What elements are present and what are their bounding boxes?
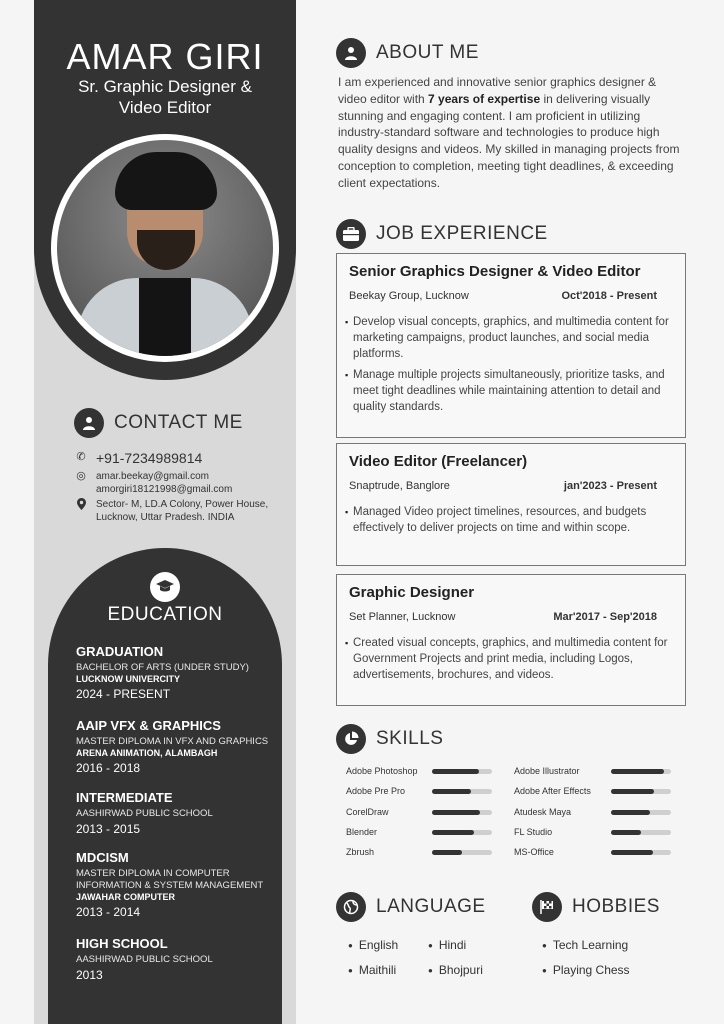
email-icon: ◎ <box>76 470 86 482</box>
edu-degree: GRADUATION <box>76 644 164 659</box>
graduation-cap-icon <box>150 572 180 602</box>
skills-heading <box>336 724 443 754</box>
edu-school: JAWAHAR COMPUTER <box>76 892 176 902</box>
education-entry <box>76 850 286 919</box>
hobbies-title: HOBBIES <box>572 896 660 917</box>
skill-name: Adobe After Effects <box>514 786 591 796</box>
skill-name: Adobe Illustrator <box>514 766 580 776</box>
skill-name: MS-Office <box>514 847 554 857</box>
photo-beard <box>137 230 195 270</box>
about-text-part: I am experienced and innovative senior graphics designer & video editor with <box>338 75 657 106</box>
language-title: LANGUAGE <box>376 896 486 917</box>
skill-bar <box>611 810 671 815</box>
edu-years: 2016 - 2018 <box>76 761 141 775</box>
contact-title: CONTACT ME <box>114 412 243 433</box>
job-dates: jan'2023 - Present <box>563 480 657 492</box>
skill-item <box>346 786 492 796</box>
skill-bar-fill <box>432 769 479 774</box>
skill-item <box>514 847 671 857</box>
edu-degree: AAIP VFX & GRAPHICS <box>76 718 221 733</box>
edu-years: 2013 - 2015 <box>76 822 141 836</box>
job-title: Graphic Designer <box>349 584 475 601</box>
job-dates: Mar'2017 - Sep'2018 <box>553 611 657 623</box>
hobby-item: ● Playing Chess <box>542 963 630 977</box>
location-pin-icon <box>74 498 88 524</box>
job-entry <box>336 443 686 566</box>
email-value-1: amar.beekay@gmail.com <box>96 471 209 482</box>
job-bullets <box>349 314 673 415</box>
skill-item <box>514 766 671 776</box>
skill-item <box>346 766 492 776</box>
skill-name: Adobe Pre Pro <box>346 786 406 796</box>
edu-desc: AASHIRWAD PUBLIC SCHOOL <box>76 808 213 819</box>
skill-item <box>514 807 671 817</box>
language-item: ● Hindi <box>428 938 466 952</box>
skill-bar-fill <box>432 789 471 794</box>
person-icon <box>336 38 366 68</box>
edu-desc: MASTER DIPLOMA IN VFX AND GRAPHICS <box>76 736 269 747</box>
contact-heading <box>74 408 243 438</box>
profile-photo <box>51 134 279 362</box>
skill-name: Atudesk Maya <box>514 807 572 817</box>
about-highlight: 7 years of expertise <box>428 91 541 106</box>
skill-name: CorelDraw <box>346 807 389 817</box>
education-entry <box>76 644 286 701</box>
job-company: Beekay Group, Lucknow <box>349 290 469 302</box>
edu-years: 2013 - 2014 <box>76 905 141 919</box>
edu-desc: MASTER DIPLOMA IN COMPUTER <box>76 868 230 879</box>
skill-bar <box>432 769 492 774</box>
contact-email[interactable] <box>74 470 232 496</box>
photo-shirt <box>139 278 191 356</box>
job-bullet: ▪ Managed Video project timelines, resources, and budgets effectively to deliver projects on time and within scope. <box>349 504 673 536</box>
hobbies-heading <box>532 892 660 922</box>
edu-years: 2013 <box>76 968 103 982</box>
job-bullets <box>349 635 673 683</box>
hobby-item: ● Tech Learning <box>542 938 628 952</box>
person-icon <box>74 408 104 438</box>
globe-icon <box>336 892 366 922</box>
skill-item <box>514 827 671 837</box>
job-bullet: ▪ Develop visual concepts, graphics, and multimedia content for marketing campaigns, product launches, and social media platforms. <box>349 314 673 362</box>
skill-bar <box>611 789 671 794</box>
about-title: ABOUT ME <box>376 42 479 63</box>
edu-desc-2: INFORMATION & SYSTEM MANAGEMENT <box>76 880 264 891</box>
skill-bar <box>432 810 492 815</box>
skill-name: FL Studio <box>514 827 553 837</box>
job-title: Senior Graphics Designer & Video Editor <box>349 263 641 280</box>
address-line-2: Lucknow, Uttar Pradesh. INDIA <box>96 512 235 523</box>
skill-bar-fill <box>611 810 650 815</box>
pie-chart-icon <box>336 724 366 754</box>
edu-school: LUCKNOW UNIVERCITY <box>76 674 180 684</box>
job-bullet: ▪ Manage multiple projects simultaneously, prioritize tasks, and meet tight deadlines while maintaining attention to detail and quality standards. <box>349 367 673 415</box>
skill-bar <box>611 850 671 855</box>
job-title: Video Editor (Freelancer) <box>349 453 528 470</box>
about-text <box>338 74 688 192</box>
skill-bar-fill <box>611 850 653 855</box>
job-dates: Oct'2018 - Present <box>561 290 657 302</box>
skill-bar <box>432 789 492 794</box>
job-bullet: ▪ Created visual concepts, graphics, and multimedia content for Government Projects and print media, including Logos, advertisements, brochures, and videos. <box>349 635 673 683</box>
skill-bar-fill <box>432 850 462 855</box>
skill-name: Blender <box>346 827 378 837</box>
phone-icon: ✆ <box>76 451 86 463</box>
skill-item <box>346 827 492 837</box>
skill-bar-fill <box>611 789 654 794</box>
about-heading <box>336 38 479 68</box>
contact-address <box>74 498 268 524</box>
job-meta <box>349 480 673 492</box>
experience-title: JOB EXPERIENCE <box>376 223 548 244</box>
language-heading <box>336 892 486 922</box>
skill-bar-fill <box>432 810 480 815</box>
skill-name: Zbrush <box>346 847 375 857</box>
job-entry <box>336 253 686 438</box>
skill-item <box>346 807 492 817</box>
contact-phone[interactable] <box>74 450 202 466</box>
skill-item <box>346 847 492 857</box>
education-entry <box>76 936 286 982</box>
job-meta <box>349 611 673 623</box>
chess-board-icon <box>532 892 562 922</box>
skills-title: SKILLS <box>376 728 444 749</box>
education-panel <box>48 548 282 1024</box>
job-meta <box>349 290 673 302</box>
job-entry <box>336 574 686 706</box>
language-item: ● English <box>348 938 398 952</box>
edu-years: 2024 - PRESENT <box>76 687 171 701</box>
about-text-part: in delivering visually stunning and engaging content. I am proficient in utilizing industry-standard software and technologies to produce high quality designs and videos. My skilled in managing projects from conception to completion, meeting tight deadlines, & exceeding client expectations. <box>338 91 680 190</box>
skill-bar <box>432 830 492 835</box>
edu-degree: HIGH SCHOOL <box>76 936 168 951</box>
skill-bar-fill <box>432 830 474 835</box>
education-title: EDUCATION <box>107 604 223 625</box>
address-line-1: Sector- M, LD.A Colony, Power House, <box>96 499 269 510</box>
skill-bar <box>432 850 492 855</box>
edu-degree: INTERMEDIATE <box>76 790 173 805</box>
job-company: Set Planner, Lucknow <box>349 611 456 623</box>
experience-heading <box>336 219 548 249</box>
role-line-2: Video Editor <box>118 98 212 117</box>
skill-bar <box>611 769 671 774</box>
education-entry <box>76 718 286 775</box>
edu-desc: AASHIRWAD PUBLIC SCHOOL <box>76 954 213 965</box>
language-item: ● Maithili <box>348 963 396 977</box>
sidebar <box>34 0 296 1024</box>
skill-bar-fill <box>611 830 641 835</box>
edu-school: ARENA ANIMATION, ALAMBAGH <box>76 748 218 758</box>
edu-degree: MDCISM <box>76 850 129 865</box>
email-value-2: amorgiri18121998@gmail.com <box>96 484 233 495</box>
language-item: ● Bhojpuri <box>428 963 483 977</box>
photo-hair <box>115 152 217 210</box>
skill-item <box>514 786 671 796</box>
job-bullets <box>349 504 673 536</box>
education-entry <box>76 790 286 836</box>
skill-bar-fill <box>611 769 664 774</box>
skill-name: Adobe Photoshop <box>346 766 418 776</box>
phone-value: +91-7234989814 <box>96 450 203 466</box>
avatar <box>57 140 273 356</box>
edu-desc: BACHELOR OF ARTS (UNDER STUDY) <box>76 662 249 673</box>
skill-bar <box>611 830 671 835</box>
profile-role <box>34 76 296 118</box>
profile-name: AMAR GIRI <box>66 36 264 77</box>
briefcase-icon <box>336 219 366 249</box>
job-company: Snaptrude, Banglore <box>349 480 450 492</box>
role-line-1: Sr. Graphic Designer & <box>78 77 252 96</box>
